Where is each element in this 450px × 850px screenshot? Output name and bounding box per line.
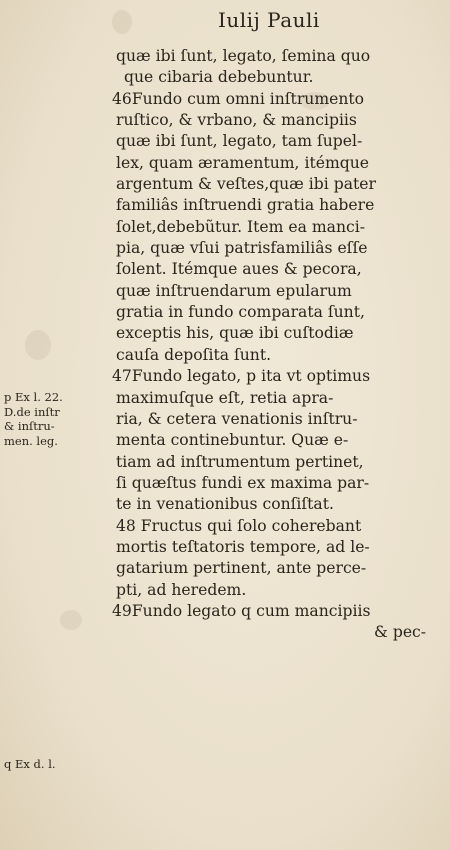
text-line: ria, & cetera venationis inſtru- [116,409,358,428]
margin-note-line: men. leg. [4,433,58,448]
text-line: tiam ad inſtrumentum pertinet, [116,452,364,471]
text-line: 47Fundo legato, p ita vt optimus [112,367,371,386]
paper-stain [60,610,82,630]
text-line: familiâs inſtruendi gratia habere [116,196,375,215]
text-line: & pec- [374,623,427,642]
text-line: argentum & veſtes,quæ ibi pater [116,175,376,194]
text-line: gratia in fundo comparata ſunt, [116,303,365,322]
text-line: ruſtico, & vrbano, & mancipiis [116,111,357,130]
text-line: gatarium pertinent, ante perce- [116,559,367,578]
text-line: quæ inſtruendarum epularum [116,281,352,300]
text-line: exceptis his, quæ ibi cuſtodiæ [116,324,354,343]
paper-stain [112,10,132,34]
text-line: ſolent. Itémque aues & pecora, [116,260,362,279]
margin-note-line: p Ex l. 22. [4,390,63,404]
text-line: cauſa depoſita ſunt. [116,345,272,364]
text-line: lex, quam æramentum, itémque [116,153,369,172]
text-line: te in venationibus conſiſtat. [116,495,334,514]
text-line: mortis teſtatoris tempore, ad le- [116,537,370,556]
running-header: Iulij Pauli [218,8,320,32]
margin-note-line: q Ex d. l. [4,757,56,771]
text-line: quæ ibi ſunt, legato, ſemina quo [116,47,371,65]
text-line: que cibaria debebuntur. [124,68,314,87]
margin-note [4,757,84,772]
margin-note [4,390,84,448]
text-line: quæ ibi ſunt, legato, tam ſupel- [116,132,363,151]
text-line: 46Fundo cum omni inſtrumento [112,89,365,108]
text-line: 48 Fructus qui ſolo coherebant [116,516,362,535]
body-text [112,46,442,644]
text-line: 49Fundo legato q cum mancipiis [112,601,371,620]
margin-note-line: & inſtru- [4,419,55,433]
paper-stain [25,330,51,360]
text-line: pia, quæ vſui patrisfamiliâs eſſe [116,239,368,258]
text-line: ſi quæſtus fundi ex maxima par- [116,473,370,492]
text-line: ſolet,debebũtur. Item ea manci- [116,217,366,236]
margin-note-line: D.de inſtr [4,404,60,419]
text-line: maximuſque eſt, retia apra- [116,388,334,407]
text-line: menta continebuntur. Quæ e- [116,431,349,450]
text-line: pti, ad heredem. [116,580,247,599]
